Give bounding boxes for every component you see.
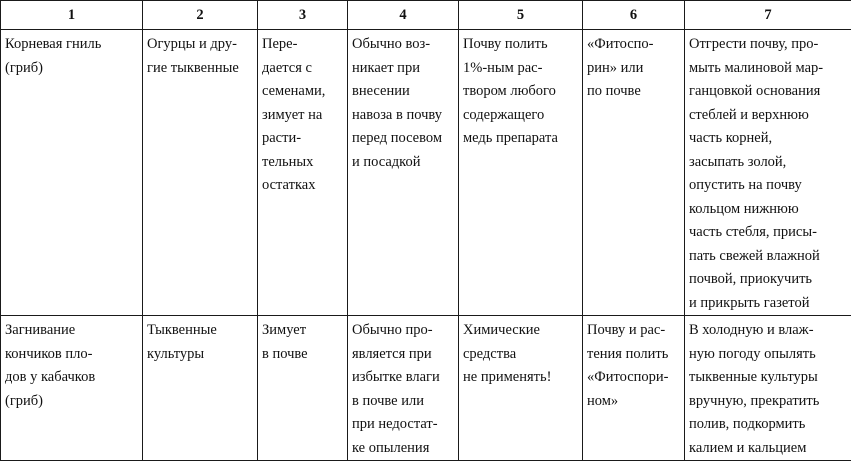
- column-header: 3: [258, 1, 348, 30]
- column-header: 4: [348, 1, 459, 30]
- column-header: 2: [143, 1, 258, 30]
- chemical-cell: Химические средства не применять!: [459, 316, 583, 461]
- column-header: 5: [459, 1, 583, 30]
- conditions-cell: Обычно про- является при избытке влаги в почве или при недостат- ке опыления: [348, 316, 459, 461]
- transmission-cell: Зимует в почве: [258, 316, 348, 461]
- column-header: 6: [583, 1, 685, 30]
- chemical-cell: Почву полить 1%-ным рас- твором любого содержащего медь препарата: [459, 30, 583, 316]
- header-row: [1, 1, 851, 30]
- disease-cell: Загнивание кончиков пло- дов у кабачков (гриб): [1, 316, 143, 461]
- biological-cell: Почву и рас- тения полить «Фитоспори- ном»: [583, 316, 685, 461]
- disease-cell: Корневая гниль (гриб): [1, 30, 143, 316]
- crops-cell: Тыквенные культуры: [143, 316, 258, 461]
- agrotechnical-cell: Отгрести почву, про- мыть малиновой мар- ганцовкой основания стеблей и верхнюю часть корней, засыпать золой, опустить на почву кольцом нижнюю часть стебля, присы- пать свежей влажной почвой, приокучить и прикрыть газетой: [685, 30, 851, 316]
- transmission-cell: Пере- дается с семенами, зимует на расти- тельных остатках: [258, 30, 348, 316]
- table-row: [1, 30, 851, 316]
- column-header: 1: [1, 1, 143, 30]
- conditions-cell: Обычно воз- никает при внесении навоза в почву перед посевом и посадкой: [348, 30, 459, 316]
- crops-cell: Огурцы и дру- гие тыквенные: [143, 30, 258, 316]
- column-header: 7: [685, 1, 851, 30]
- biological-cell: «Фитоспо- рин» или по почве: [583, 30, 685, 316]
- agrotechnical-cell: В холодную и влаж- ную погоду опылять тыквенные культуры вручную, прекратить полив, подкормить калием и кальцием: [685, 316, 851, 461]
- table-row: [1, 316, 851, 461]
